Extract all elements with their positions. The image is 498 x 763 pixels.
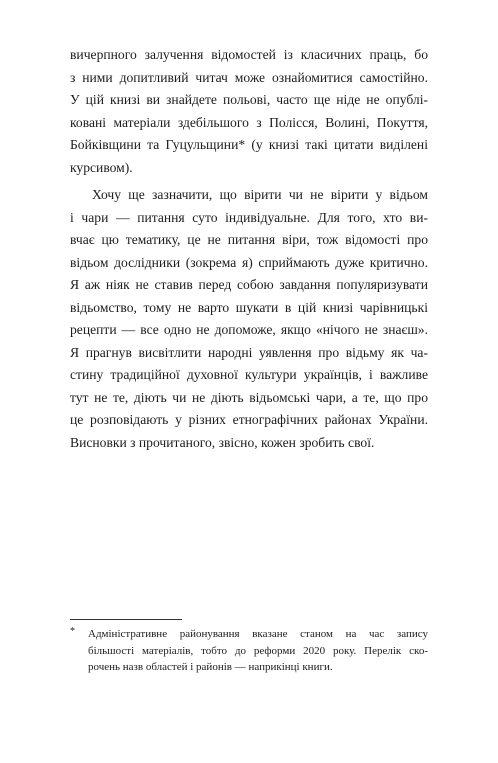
text-line: курсивом). <box>70 159 133 175</box>
text-line: рецепти — все одно не допоможе, якщо «нічого не знаєш». <box>70 322 428 337</box>
footnote-line <box>70 626 428 643</box>
footnote <box>70 626 428 676</box>
text-line: вчає цю тематику, це не питання віри, тож відомості про <box>70 232 428 247</box>
footnote-mark: * <box>70 626 75 637</box>
text-line: Висновки з прочитаного, звісно, кожен зробить свої. <box>70 434 375 450</box>
text-line: з ними допитливий читач може ознайомитися самостійно. <box>70 69 428 85</box>
text-line: вичерпного залучення відомостей із класичних праць, бо <box>70 47 428 62</box>
text-line: Бойківщини та Гуцульщини* (у книзі такі цитати виділені <box>70 137 428 152</box>
text-line: Я аж ніяк не ставив перед собою завдання популяризувати <box>70 277 428 292</box>
text-line: відьомство, тому не варто шукати в цій книзі чарівницькі <box>70 299 428 315</box>
text-line: ковані матеріали здебільшого з Полісся, Волині, Покуття, <box>70 114 428 130</box>
text-line: і чари — питання суто індивідуальне. Для того, хто ви- <box>70 209 428 225</box>
footnote-rule <box>70 619 182 620</box>
text-line: відьом дослідники (зокрема я) сприймають дуже критично. <box>70 254 428 270</box>
text-line: стину традиційної духовної культури українців, і важливе <box>70 367 428 382</box>
footnote-text: Адміністративне районування вказане станом на час запису <box>88 628 428 640</box>
text-line: тут не те, діють чи не діють відьомські чари, а те, що про <box>70 389 428 405</box>
text-line: Я прагнув висвітлити народні уявлення про відьму як ча- <box>70 344 428 360</box>
footnote-line: рочень назв областей і районів — наприкінці книги. <box>88 661 333 673</box>
body-text <box>70 44 428 454</box>
text-line: це розповідають у різних етнографічних районах України. <box>70 412 428 427</box>
text-line: У цій книзі ви знайдете польові, часто ще ніде не опублі- <box>70 92 428 107</box>
footnote-line: більшості матеріалів, тобто до реформи 2020 року. Перелік ско- <box>88 644 428 657</box>
text-line: Хочу ще зазначити, що вірити чи не вірити у відьом <box>92 187 428 202</box>
